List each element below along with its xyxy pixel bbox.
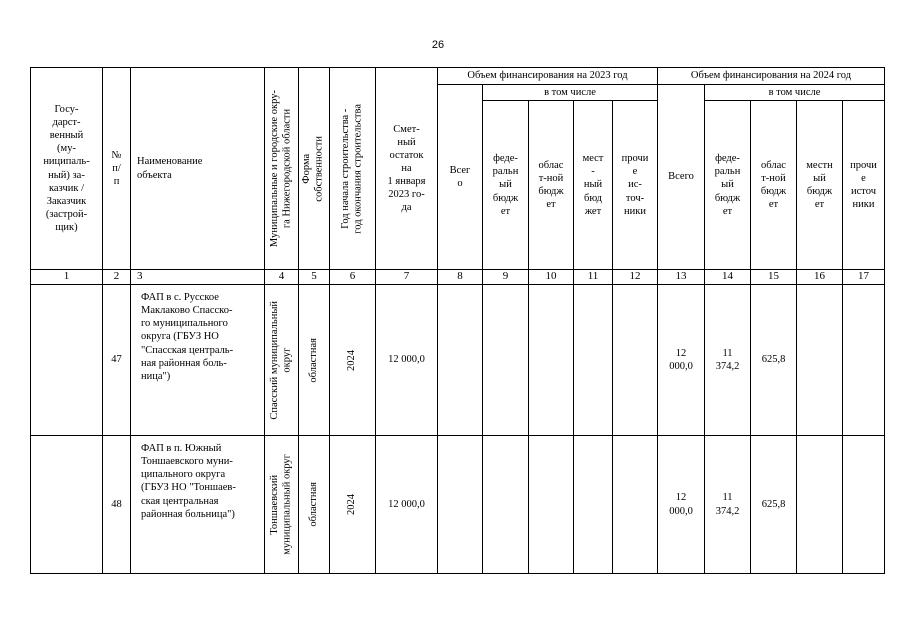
cell-local-2023 [574, 436, 613, 574]
cell-num: 47 [103, 285, 131, 436]
col-number: 3 [131, 270, 265, 285]
cell-years: 2024 [330, 436, 376, 574]
cell-regional-2023 [529, 436, 574, 574]
cell-other-2024 [843, 285, 885, 436]
header-customer: Госу- дарст- венный (му- ниципаль- ный) за- казчик / Заказчик (застрой- щик) [31, 68, 103, 270]
col-number: 12 [613, 270, 658, 285]
header-municipality: Муниципальные и городские окру- га Нижегородской области [265, 68, 299, 270]
cell-other-2024 [843, 436, 885, 574]
cell-municipality: Спасский муниципальный округ [265, 285, 299, 436]
table-row [31, 436, 885, 574]
cell-regional-2023 [529, 285, 574, 436]
col-number: 11 [574, 270, 613, 285]
col-number: 8 [438, 270, 483, 285]
col-number: 1 [31, 270, 103, 285]
header-including-2023: в том числе [483, 85, 658, 101]
cell-object-name: ФАП в с. Русское Маклаково Спасско- го муниципального округа (ГБУЗ НО "Спасская централь- ная районная боль- ница") [131, 285, 265, 436]
col-number: 9 [483, 270, 529, 285]
cell-customer [31, 436, 103, 574]
cell-total-2023 [438, 285, 483, 436]
cell-customer [31, 285, 103, 436]
cell-total-2024: 12 000,0 [658, 285, 705, 436]
header-estimate: Смет- ный остаток на 1 января 2023 го- да [376, 68, 438, 270]
col-number: 5 [299, 270, 330, 285]
col-number: 10 [529, 270, 574, 285]
cell-object-name: ФАП в п. Южный Тоншаевского муни- ципального округа (ГБУЗ НО "Тоншаев- ская центральная районная больница") [131, 436, 265, 574]
header-num: № п/ п [103, 68, 131, 270]
col-number: 6 [330, 270, 376, 285]
header-total-2023: Всег о [438, 85, 483, 270]
cell-total-2023 [438, 436, 483, 574]
cell-years: 2024 [330, 285, 376, 436]
header-total-2024: Всего [658, 85, 705, 270]
header-other-2023: прочи е ис- точ- ники [613, 101, 658, 270]
header-federal-2023: феде- ральн ый бюдж ет [483, 101, 529, 270]
cell-local-2024 [797, 285, 843, 436]
col-number: 2 [103, 270, 131, 285]
header-regional-2023: облас т-ной бюдж ет [529, 101, 574, 270]
col-number: 15 [751, 270, 797, 285]
cell-total-2024: 12 000,0 [658, 436, 705, 574]
cell-local-2024 [797, 436, 843, 574]
header-federal-2024: феде- ральн ый бюдж ет [705, 101, 751, 270]
header-local-2024: местн ый бюдж ет [797, 101, 843, 270]
cell-federal-2023 [483, 436, 529, 574]
cell-other-2023 [613, 285, 658, 436]
header-local-2023: мест - ный бюд жет [574, 101, 613, 270]
cell-federal-2024: 11 374,2 [705, 436, 751, 574]
cell-municipality: Тоншаевский муниципальный округ [265, 436, 299, 574]
column-numbers-row [31, 270, 885, 285]
cell-federal-2023 [483, 285, 529, 436]
header-fin-2024: Объем финансирования на 2024 год [658, 68, 885, 85]
col-number: 14 [705, 270, 751, 285]
header-fin-2023: Объем финансирования на 2023 год [438, 68, 658, 85]
header-other-2024: прочи е источ ники [843, 101, 885, 270]
cell-federal-2024: 11 374,2 [705, 285, 751, 436]
header-years: Год начала строительства - год окончания строительства [330, 68, 376, 270]
cell-regional-2024: 625,8 [751, 285, 797, 436]
header-including-2024: в том числе [705, 85, 885, 101]
header-regional-2024: облас т-ной бюдж ет [751, 101, 797, 270]
col-number: 4 [265, 270, 299, 285]
cell-other-2023 [613, 436, 658, 574]
header-object-name: Наименование объекта [131, 68, 265, 270]
financing-table [30, 67, 885, 574]
col-number: 16 [797, 270, 843, 285]
cell-num: 48 [103, 436, 131, 574]
page-number: 26 [431, 39, 445, 51]
cell-estimate: 12 000,0 [376, 436, 438, 574]
cell-regional-2024: 625,8 [751, 436, 797, 574]
col-number: 7 [376, 270, 438, 285]
col-number: 17 [843, 270, 885, 285]
cell-ownership: областная [299, 436, 330, 574]
header-ownership: Форма собственности [299, 68, 330, 270]
cell-local-2023 [574, 285, 613, 436]
cell-ownership: областная [299, 285, 330, 436]
col-number: 13 [658, 270, 705, 285]
cell-estimate: 12 000,0 [376, 285, 438, 436]
table-row [31, 285, 885, 436]
